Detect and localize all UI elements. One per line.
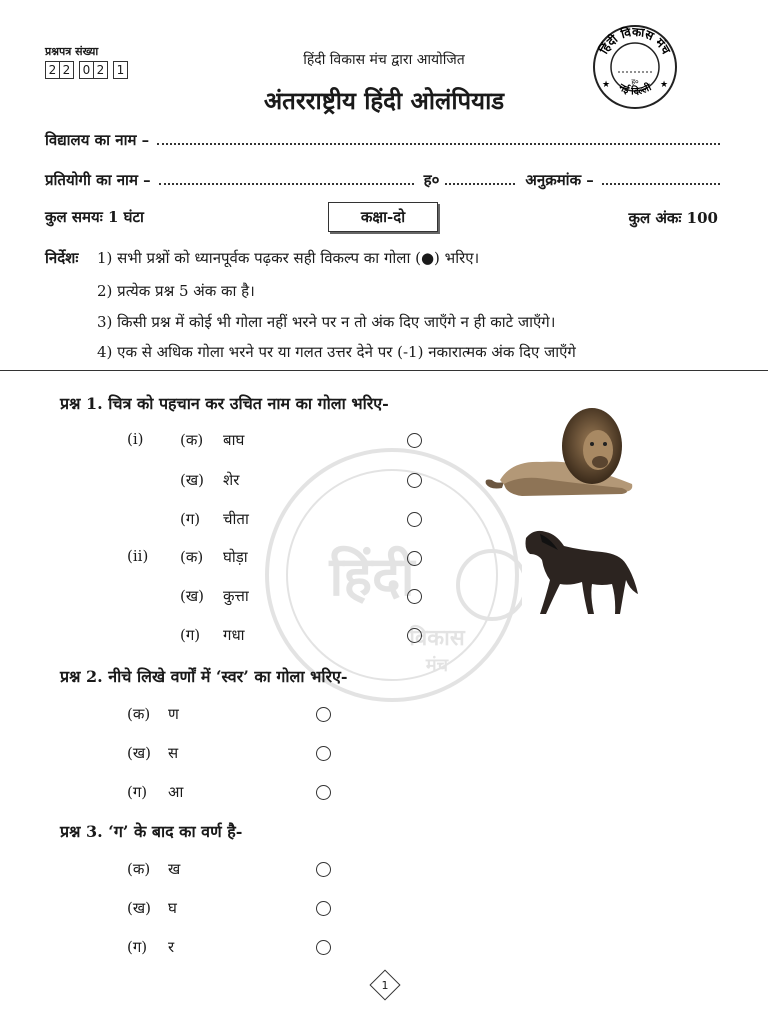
option-text: स: [168, 744, 179, 762]
answer-bubble[interactable]: [407, 551, 422, 566]
option-text: गधा: [223, 626, 245, 644]
instruction-item: 4) एक से अधिक गोला भरने पर या गलत उत्तर देने पर (-1) नकारात्मक अंक दिए जाएँगे: [97, 343, 576, 361]
option-letter: (क): [180, 548, 204, 566]
organizer-text: हिंदी विकास मंच द्वारा आयोजित: [303, 52, 465, 68]
option-letter: (ग): [127, 783, 148, 801]
option-text: र: [168, 938, 175, 956]
instruction-item: 1) सभी प्रश्नों को ध्यानपूर्वक पढ़कर सही विकल्प का गोला (●) भरिए।: [97, 249, 480, 267]
candidate-name-label: प्रतियोगी का नाम –: [45, 171, 151, 189]
school-name-label: विद्यालय का नाम –: [45, 131, 150, 149]
instruction-item: 3) किसी प्रश्न में कोई भी गोला नहीं भरने पर न तो अंक दिए जाएँगे न ही काटे जाएँगे।: [97, 313, 556, 331]
page-number: [369, 969, 400, 1000]
instruction-item: 2) प्रत्येक प्रश्न 5 अंक का है।: [97, 282, 255, 300]
instructions-heading: निर्देशः: [45, 249, 79, 267]
question-1-title: प्रश्न 1. चित्र को पहचान कर उचित नाम का गोला भरिए-: [60, 394, 389, 413]
option-letter: (क): [180, 431, 204, 449]
paper-digit: 2: [93, 61, 108, 79]
option-letter: (क): [127, 860, 151, 878]
option-text: बाघ: [223, 431, 245, 449]
option-text: चीता: [223, 510, 249, 528]
paper-digit: 2: [45, 61, 60, 79]
answer-bubble[interactable]: [316, 707, 331, 722]
option-text: घ: [168, 899, 177, 917]
school-name-line[interactable]: [157, 143, 720, 145]
watermark-line1: हिंदी: [329, 544, 415, 608]
question-2-title: प्रश्न 2. नीचे लिखे वर्णों में ‘स्वर’ का गोला भरिए-: [60, 667, 348, 686]
candidate-name-line[interactable]: [159, 183, 414, 185]
candidate-row: [45, 170, 720, 190]
option-text: कुत्ता: [223, 587, 249, 605]
answer-bubble[interactable]: [316, 746, 331, 761]
option-text: आ: [168, 783, 184, 801]
roll-number-line[interactable]: [602, 183, 720, 185]
option-text: शेर: [223, 471, 240, 489]
section-divider: [0, 370, 768, 371]
page-number-text: 1: [381, 978, 389, 992]
svg-text:ह०: ह०: [631, 78, 639, 86]
part-label: (i): [127, 430, 144, 448]
svg-text:★: ★: [660, 80, 669, 90]
svg-text:नई दिल्ली: नई दिल्ली: [616, 82, 654, 98]
svg-text:हिंदी विकास मंच: हिंदी विकास मंच: [596, 24, 674, 57]
class-badge: कक्षा-दो: [328, 202, 438, 232]
option-letter: (क): [127, 705, 151, 723]
option-letter: (ख): [127, 899, 151, 917]
svg-text:★: ★: [602, 80, 611, 90]
lion-image: [482, 400, 640, 500]
paper-number-label: प्रश्नपत्र संख्या: [45, 45, 99, 58]
option-text: ण: [168, 705, 179, 723]
answer-bubble[interactable]: [407, 433, 422, 448]
option-text: घोड़ा: [223, 548, 248, 566]
signature-line[interactable]: [445, 183, 515, 185]
answer-bubble[interactable]: [407, 473, 422, 488]
option-letter: (ग): [127, 938, 148, 956]
paper-digit: 0: [79, 61, 94, 79]
page-title: अंतरराष्ट्रीय हिंदी ओलंपियाड: [263, 86, 505, 115]
question-3-title: प्रश्न 3. ‘ग’ के बाद का वर्ण है-: [60, 822, 243, 841]
answer-bubble[interactable]: [407, 589, 422, 604]
answer-bubble[interactable]: [316, 940, 331, 955]
paper-digit: 1: [113, 61, 128, 79]
option-letter: (ख): [180, 587, 204, 605]
option-text: ख: [168, 860, 181, 878]
option-letter: (ख): [180, 471, 204, 489]
total-marks-label: कुल अंकः 100: [628, 209, 718, 227]
option-letter: (ग): [180, 510, 201, 528]
horse-image: [520, 524, 640, 620]
option-letter: (ग): [180, 626, 201, 644]
answer-bubble[interactable]: [316, 862, 331, 877]
part-label: (ii): [127, 547, 149, 565]
signature-label: ह०: [423, 171, 440, 189]
answer-bubble[interactable]: [316, 901, 331, 916]
watermark-line3: मंच: [425, 655, 449, 676]
answer-bubble[interactable]: [316, 785, 331, 800]
option-letter: (ख): [127, 744, 151, 762]
paper-digit: 2: [59, 61, 74, 79]
answer-bubble[interactable]: [407, 628, 422, 643]
watermark-line2: विकास: [409, 625, 465, 651]
school-name-field[interactable]: [45, 130, 720, 150]
answer-bubble[interactable]: [407, 512, 422, 527]
seal-logo: [592, 24, 678, 110]
roll-number-label: अनुक्रमांक –: [525, 171, 594, 189]
time-label: कुल समयः 1 घंटा: [45, 208, 144, 226]
